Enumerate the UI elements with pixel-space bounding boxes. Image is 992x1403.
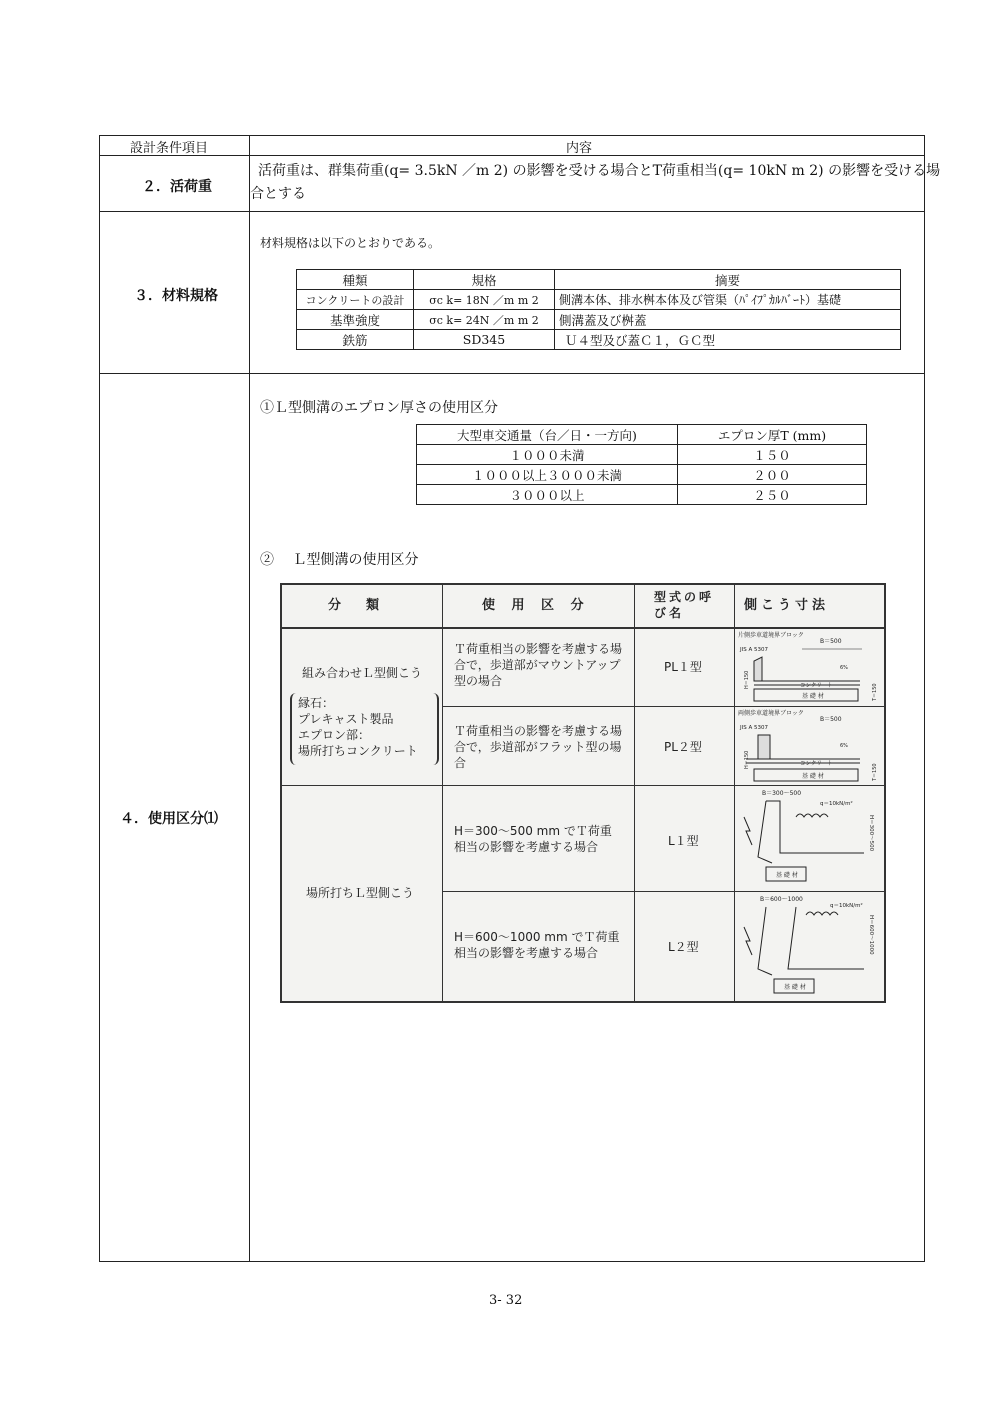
- fig-label-h150: H＝150: [744, 750, 750, 769]
- table-header-cell: 種類: [297, 270, 414, 290]
- table-row: [417, 425, 867, 445]
- fig-label-q10: q＝10kN/m²: [830, 903, 863, 909]
- l-gutter-usage-scan: [280, 583, 886, 1003]
- fig-label-concrete: コンクリート: [800, 683, 833, 689]
- l2-dimension-figure: [736, 893, 882, 999]
- fig-label-base: 基 礎 材: [802, 693, 824, 700]
- fig-label-q10: q＝10kN/m²: [820, 801, 853, 807]
- pl1-dimension-figure: [736, 629, 882, 705]
- header-item-label: 設計条件項目: [130, 141, 209, 156]
- table-header-cell: 規格: [414, 270, 555, 290]
- group1-note-line: 場所打ちコンクリート: [298, 744, 418, 758]
- group2-title: 場所打ちＬ型側こう: [306, 886, 415, 900]
- usage-text: Ｔ荷重相当の影響を考慮する場合で，歩道部がマウントアップ型の場合: [454, 642, 623, 688]
- material-label: ３．材料規格: [134, 288, 218, 304]
- fig-label-jis: JIS A 5307: [740, 725, 768, 731]
- fig-label-b600-1000: B＝600～1000: [760, 896, 803, 903]
- table-cell: σc k= 18N ／m m 2: [414, 290, 555, 310]
- table-row: [417, 445, 867, 465]
- usage-text: Ｔ荷重相当の影響を考慮する場合で，歩道部がフラット型の場合: [454, 724, 623, 770]
- fig-label-b500: B＝500: [820, 638, 842, 645]
- table-header-cell: 摘要: [555, 270, 901, 290]
- page-number: 3- 32: [489, 1293, 523, 1308]
- table-cell: ２００: [678, 465, 867, 485]
- fig-label-jis: JIS A 5307: [740, 647, 768, 653]
- table-row: [297, 270, 901, 290]
- type-name: PL２型: [664, 740, 702, 754]
- fig-label-block-flat: 両側歩車道境界ブロック: [738, 710, 804, 717]
- table-row: [297, 330, 901, 350]
- material-intro: 材料規格は以下のとおりである。: [260, 236, 441, 250]
- table-row: [417, 465, 867, 485]
- column-divider: [249, 135, 250, 1261]
- fig-label-t150: T＝150: [872, 763, 878, 781]
- fig-label-h600-1000: H＝600～1000: [868, 915, 874, 955]
- usage-label: ４．使用区分⑴: [120, 811, 218, 827]
- table-cell: ２５０: [678, 485, 867, 505]
- row-divider: [99, 155, 924, 156]
- section2-title: ② Ｌ型側溝の使用区分: [260, 552, 419, 568]
- group1-title: 組み合わせＬ型側こう: [302, 666, 423, 680]
- fig-label-concrete: コンクリート: [800, 761, 833, 767]
- table-row: [297, 310, 901, 330]
- section1-title: ①Ｌ型側溝のエプロン厚さの使用区分: [260, 400, 498, 416]
- row-divider: [99, 373, 924, 374]
- table-cell: ３０００以上: [417, 485, 678, 505]
- pl2-dimension-figure: [736, 707, 882, 785]
- row-divider: [99, 211, 924, 212]
- fig-label-six: 6%: [840, 743, 848, 749]
- table-cell: 側溝蓋及び桝蓋: [555, 310, 901, 330]
- group1-note-line: プレキャスト製品: [298, 712, 394, 726]
- group1-note-line: エプロン部：: [298, 728, 371, 742]
- fig-label-h300-500: H＝300～500: [868, 815, 874, 852]
- table-cell: １０００以上３０００未満: [417, 465, 678, 485]
- type-name: PL１型: [664, 660, 702, 674]
- table-row: [297, 290, 901, 310]
- table-cell: 側溝本体、排水桝本体及び管渠（ﾊﾟｲﾌﾟｶﾙﾊﾞｰﾄ）基礎: [555, 290, 901, 310]
- live-load-label: ２．活荷重: [142, 179, 212, 195]
- table-header-cell: エプロン厚T (mm): [678, 425, 867, 445]
- group1-note-line: 縁石：: [298, 696, 335, 710]
- table-cell: SD345: [414, 330, 555, 350]
- fig-label-b300-500: B＝300～500: [762, 790, 802, 797]
- fig-label-six: 6%: [840, 665, 848, 671]
- table-cell: Ｕ４型及び蓋Ｃ１，ＧＣ型: [555, 330, 901, 350]
- type-name: L１型: [668, 834, 699, 848]
- fig-label-b500: B＝500: [820, 716, 842, 723]
- table-cell: 基準強度: [297, 310, 414, 330]
- live-load-text-line1: 活荷重は、群集荷重(q= 3.5kN ／m 2) の影響を受ける場合とT荷重相当(q= 10kN m 2) の影響を受ける場: [258, 163, 941, 179]
- fig-label-h150: H＝150: [744, 670, 750, 689]
- table-header-cell: 大型車交通量（台／日・一方向): [417, 425, 678, 445]
- scan-header-usage: 使 用 区 分: [482, 598, 590, 613]
- table-cell: σc k= 24N ／m m 2: [414, 310, 555, 330]
- table-cell: １５０: [678, 445, 867, 465]
- fig-label-t150: T＝150: [872, 683, 878, 701]
- apron-table: [416, 424, 867, 505]
- fig-label-base: 基 礎 材: [784, 984, 806, 991]
- table-cell: １０００未満: [417, 445, 678, 465]
- type-name: L２型: [668, 940, 699, 954]
- scan-header-category: 分 類: [328, 598, 386, 613]
- scan-header-dimension: 側こう寸法: [744, 598, 830, 613]
- l1-dimension-figure: [736, 787, 882, 890]
- scan-header-type: 型式の呼び名: [654, 590, 715, 620]
- table-cell: コンクリートの設計: [297, 290, 414, 310]
- usage-text: H＝300～500 mm でＴ荷重相当の影響を考慮する場合: [454, 824, 612, 854]
- table-cell: 鉄筋: [297, 330, 414, 350]
- usage-text: H＝600～1000 mm でＴ荷重相当の影響を考慮する場合: [454, 930, 620, 960]
- live-load-text-line2: 合とする: [250, 186, 306, 202]
- material-table: [296, 269, 901, 350]
- table-row: [417, 485, 867, 505]
- fig-label-base: 基 礎 材: [802, 773, 824, 780]
- fig-label-base: 基 礎 材: [776, 872, 798, 879]
- header-content-label: 内容: [566, 141, 593, 156]
- fig-label-block-mount: 片側歩車道境界ブロック: [738, 632, 804, 639]
